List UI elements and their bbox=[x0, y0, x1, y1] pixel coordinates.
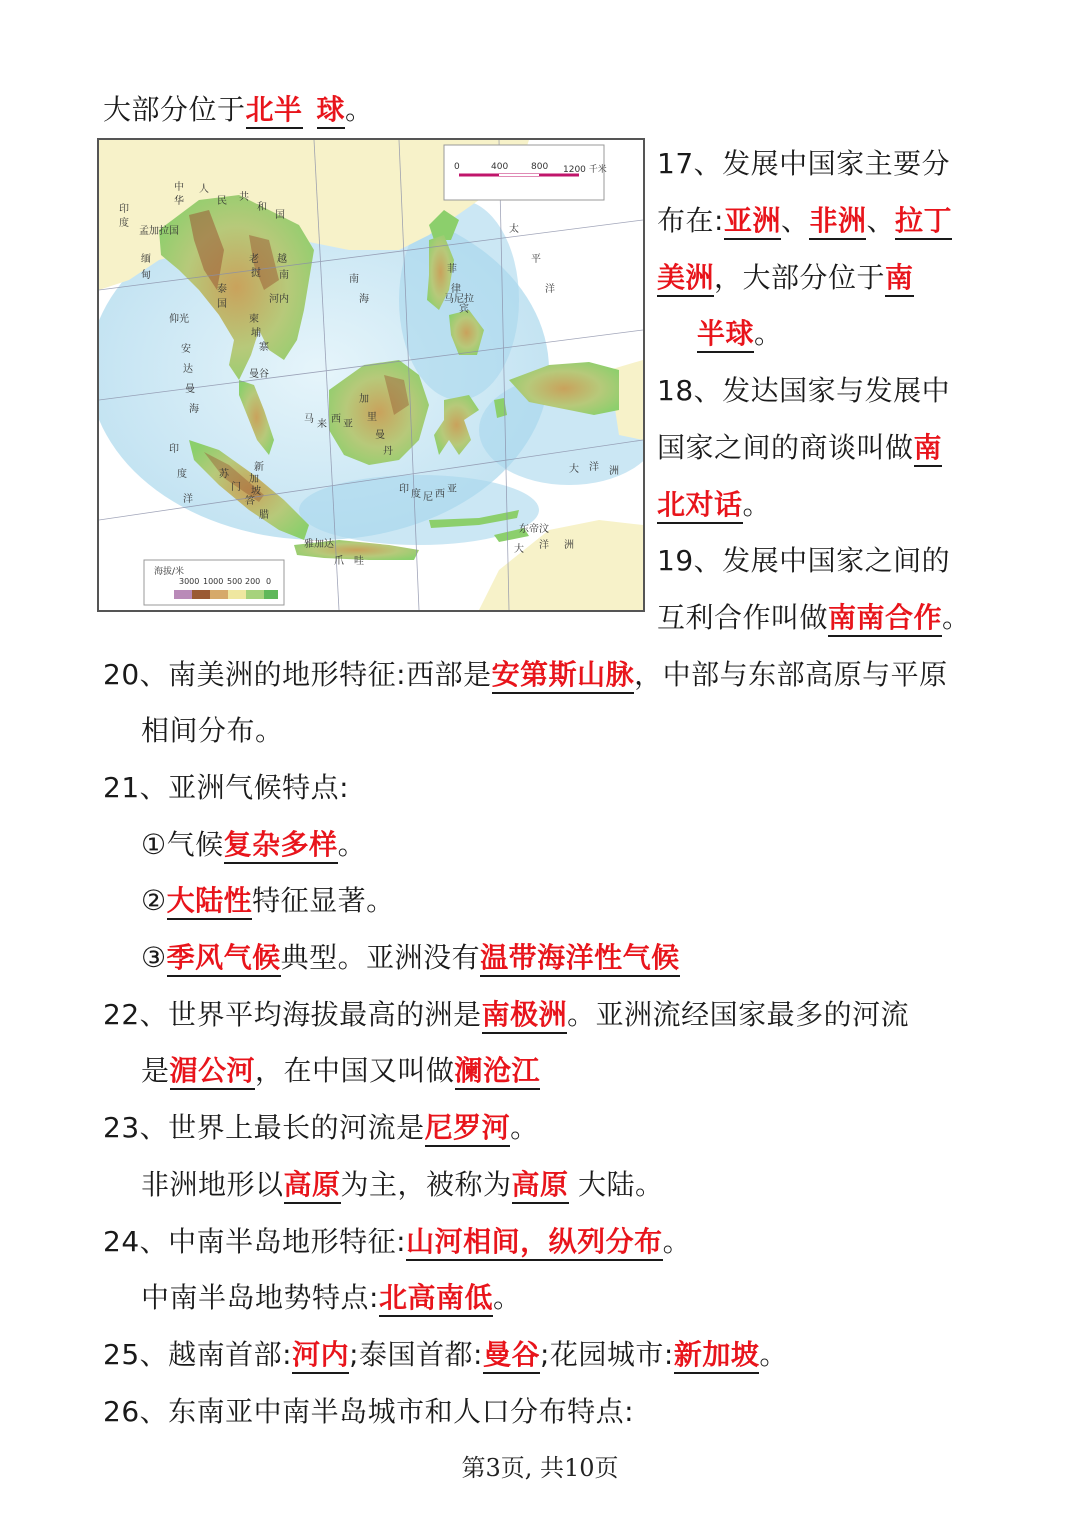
line-text: 互利合作叫做 bbox=[657, 601, 829, 634]
line-text: 。 bbox=[510, 1111, 539, 1144]
item-23-line-1 bbox=[103, 1108, 539, 1148]
line-text: ;泰国首都: bbox=[349, 1338, 483, 1371]
text-line-continuation bbox=[103, 90, 374, 130]
map-place-label: 宾 bbox=[459, 304, 469, 315]
map-place-label: 雅加达 bbox=[304, 539, 334, 550]
line-text: 20、南美洲的地形特征:西部是 bbox=[103, 658, 492, 691]
answer-text: 湄公河 bbox=[170, 1054, 256, 1090]
map-place-label: 平 bbox=[531, 254, 541, 265]
answer-text: 大陆性 bbox=[167, 884, 253, 920]
answer-text: 山河相间，纵列分布 bbox=[406, 1225, 663, 1261]
map-place-label: 坡 bbox=[251, 486, 261, 497]
line-text: ，在中国又叫做 bbox=[255, 1054, 455, 1087]
map-place-label: 老 bbox=[249, 254, 259, 265]
map-place-label: 甸 bbox=[141, 270, 151, 281]
map-place-label: 亚 bbox=[343, 419, 353, 430]
map-place-label: 和 bbox=[257, 202, 267, 213]
legend-tick-0: 0 bbox=[266, 577, 272, 586]
map-place-label: 苏 bbox=[219, 469, 229, 480]
line-text: 非洲地形以 bbox=[141, 1168, 284, 1201]
map-place-label: 曼 bbox=[375, 430, 385, 441]
map-place-label: 西 bbox=[331, 414, 341, 425]
line-text: ，大部分位于 bbox=[714, 261, 886, 294]
answer-text: 北半 bbox=[246, 93, 303, 129]
answer-text: 南 bbox=[885, 261, 914, 297]
map-place-label: 马尼拉 bbox=[444, 294, 474, 305]
map-place-label: 人 bbox=[199, 184, 209, 195]
item-21-point-1 bbox=[141, 825, 366, 865]
item-19-line-1 bbox=[657, 541, 950, 581]
map-place-label: 马 bbox=[304, 414, 314, 425]
map-place-label: 孟加拉国 bbox=[139, 226, 179, 237]
map-place-label: 大 bbox=[569, 464, 579, 475]
legend-title: 海拔/米 bbox=[154, 567, 185, 577]
line-text: 相间分布。 bbox=[141, 714, 284, 747]
map-place-label: 大 bbox=[514, 544, 524, 555]
line-text: ③ bbox=[141, 941, 167, 974]
line-text: 特征显著。 bbox=[252, 884, 395, 917]
legend-tick-1000: 1000 bbox=[203, 577, 224, 586]
line-text: 大陆。 bbox=[568, 1168, 664, 1201]
map-place-label: 缅 bbox=[141, 254, 151, 265]
map-image bbox=[99, 140, 643, 610]
map-place-label: 河内 bbox=[269, 294, 289, 305]
map-place-label: 安 bbox=[181, 344, 191, 355]
item-18-line-2 bbox=[657, 428, 942, 468]
map-place-label: 加 bbox=[359, 394, 369, 405]
answer-text: 河内 bbox=[292, 1338, 349, 1374]
answer-text: 高原 bbox=[284, 1168, 341, 1204]
map-place-label: 度 bbox=[177, 469, 187, 480]
map-place-label: 爪 bbox=[334, 556, 344, 567]
map-place-label: 华 bbox=[174, 196, 184, 207]
line-text: 中南半岛地势特点: bbox=[141, 1281, 379, 1314]
map-place-label: 南 bbox=[349, 274, 359, 285]
line-text: 25、越南首部: bbox=[103, 1338, 293, 1371]
answer-text: 温带海洋性气候 bbox=[480, 941, 680, 977]
map-place-label: 新 bbox=[254, 462, 264, 473]
legend-tick-500: 500 bbox=[227, 577, 243, 586]
map-place-label: 洋 bbox=[183, 494, 193, 505]
line-text: 18、发达国家与发展中 bbox=[657, 374, 951, 407]
item-22-line-1 bbox=[103, 995, 909, 1035]
item-20-line-2 bbox=[141, 711, 284, 751]
map-place-label: 曼谷 bbox=[249, 369, 269, 380]
line-text: 。 bbox=[942, 601, 971, 634]
item-17-line-3 bbox=[657, 258, 914, 298]
scale-tick-400: 400 bbox=[491, 162, 509, 172]
item-18-line-1 bbox=[657, 371, 950, 411]
map-place-label: 民 bbox=[217, 196, 227, 207]
map-place-label: 印 bbox=[119, 204, 129, 215]
item-18-line-3 bbox=[657, 485, 771, 525]
line-text: 17、发展中国家主要分 bbox=[657, 147, 951, 180]
item-19-line-2 bbox=[657, 598, 971, 638]
line-text: 。 bbox=[754, 317, 783, 350]
answer-text: 球 bbox=[317, 93, 346, 129]
item-26-line-1 bbox=[103, 1392, 634, 1432]
map-place-label: 太 bbox=[509, 224, 519, 235]
answer-text: 美洲 bbox=[657, 261, 714, 297]
map-place-label: 洋 bbox=[545, 284, 555, 295]
map-place-label: 尼 bbox=[423, 492, 433, 503]
map-place-label: 印 bbox=[399, 484, 409, 495]
legend-tick-200: 200 bbox=[245, 577, 261, 586]
answer-text: 拉丁 bbox=[895, 204, 952, 240]
map-place-label: 共 bbox=[239, 192, 249, 203]
answer-text: 北对话 bbox=[657, 488, 743, 524]
map-place-label: 洋 bbox=[539, 540, 549, 551]
map-place-label: 律 bbox=[451, 284, 461, 295]
map-place-label: 柬 bbox=[249, 314, 259, 325]
line-text: 。 bbox=[492, 1281, 522, 1314]
line-text: 是 bbox=[141, 1054, 170, 1087]
line-text: 布在: bbox=[657, 204, 724, 237]
map-place-label: 寨 bbox=[259, 342, 269, 353]
answer-text: 安第斯山脉 bbox=[492, 658, 635, 694]
item-17-line-4 bbox=[697, 314, 783, 354]
line-text: 26、东南亚中南半岛城市和人口分布特点: bbox=[103, 1395, 635, 1428]
line-text: 23、世界上最长的河流是 bbox=[103, 1111, 425, 1144]
answer-text: 半球 bbox=[697, 317, 754, 353]
map-place-label: 达 bbox=[183, 364, 193, 375]
map-place-label: 东帝汶 bbox=[519, 524, 549, 535]
line-text: 国家之间的商谈叫做 bbox=[657, 431, 914, 464]
item-24-line-1 bbox=[103, 1222, 691, 1262]
map-place-label: 亚 bbox=[447, 484, 457, 495]
map-place-label: 越 bbox=[277, 254, 287, 265]
line-text: ② bbox=[141, 884, 167, 917]
answer-text: 季风气候 bbox=[167, 941, 281, 977]
scale-tick-0: 0 bbox=[454, 162, 460, 172]
line-text: 大部分位于 bbox=[103, 93, 246, 126]
map-place-label: 洲 bbox=[564, 540, 574, 551]
answer-text: 南极洲 bbox=[482, 998, 568, 1034]
map-place-label: 南 bbox=[279, 270, 289, 281]
answer-text: 北高南低 bbox=[379, 1281, 493, 1317]
map-place-label: 国 bbox=[217, 299, 227, 310]
line-text: 19、发展中国家之间的 bbox=[657, 544, 951, 577]
item-21-line-1 bbox=[103, 768, 349, 808]
map-place-label: 来 bbox=[317, 419, 327, 430]
line-text: 。 bbox=[742, 488, 772, 521]
answer-text: 曼谷 bbox=[483, 1338, 540, 1374]
item-17-line-2 bbox=[657, 201, 952, 241]
map-place-label: 腊 bbox=[259, 510, 269, 521]
item-21-point-2 bbox=[141, 881, 395, 921]
map-place-label: 加 bbox=[249, 474, 259, 485]
map-place-label: 海 bbox=[189, 404, 199, 415]
map-place-label: 门 bbox=[231, 482, 241, 493]
item-23-line-2 bbox=[141, 1165, 663, 1205]
map-place-label: 挝 bbox=[251, 268, 261, 279]
line-text: 。 bbox=[345, 93, 374, 126]
map-place-label: 印 bbox=[169, 444, 179, 455]
map-place-label: 曼 bbox=[185, 384, 195, 395]
legend-tick-3000: 3000 bbox=[179, 577, 200, 586]
map-place-label: 度 bbox=[119, 218, 129, 229]
map-place-label: 西 bbox=[435, 489, 445, 500]
page-footer: 第3页, 共10页 bbox=[461, 1454, 619, 1482]
answer-text: 亚洲 bbox=[724, 204, 781, 240]
map-place-label: 答 bbox=[245, 496, 255, 507]
map-place-label: 海 bbox=[359, 294, 369, 305]
southeast-asia-map bbox=[97, 138, 645, 612]
line-text: ;花园城市: bbox=[539, 1338, 674, 1371]
map-place-label: 菲 bbox=[447, 264, 457, 275]
line-text: 、 bbox=[780, 204, 810, 237]
answer-text: 南 bbox=[914, 431, 943, 467]
line-text: ，中部与东部高原与平原 bbox=[634, 658, 948, 691]
map-place-label: 国 bbox=[275, 210, 285, 221]
scale-tick-1200: 1200 千米 bbox=[563, 165, 607, 175]
answer-text: 高原 bbox=[512, 1168, 569, 1204]
line-text: 。 bbox=[759, 1338, 788, 1371]
scale-tick-800: 800 bbox=[531, 162, 549, 172]
item-22-line-2 bbox=[141, 1051, 540, 1091]
line-text: 典型。亚洲没有 bbox=[280, 941, 481, 974]
item-25-line-1 bbox=[103, 1335, 788, 1375]
line-text: 。 bbox=[337, 828, 367, 861]
map-place-label: 洲 bbox=[609, 466, 619, 477]
line-text: 21、亚洲气候特点: bbox=[103, 771, 350, 804]
map-place-label: 度 bbox=[411, 489, 421, 500]
line-text: 。 bbox=[662, 1225, 692, 1258]
line-text: 24、中南半岛地形特征: bbox=[103, 1225, 407, 1258]
answer-text: 澜沧江 bbox=[455, 1054, 541, 1090]
map-place-label: 泰 bbox=[217, 284, 227, 295]
answer-text: 尼罗河 bbox=[425, 1111, 511, 1147]
map-place-label: 丹 bbox=[383, 446, 393, 457]
answer-text: 非洲 bbox=[809, 204, 866, 240]
map-place-label: 洋 bbox=[589, 462, 599, 473]
line-text: 、 bbox=[866, 204, 895, 237]
map-place-label: 中 bbox=[174, 182, 184, 193]
answer-text: 新加坡 bbox=[674, 1338, 760, 1374]
answer-text: 复杂多样 bbox=[224, 828, 338, 864]
line-text: 。亚洲流经国家最多的河流 bbox=[567, 998, 910, 1031]
line-text: ①气候 bbox=[141, 828, 224, 861]
answer-text: 南南合作 bbox=[828, 601, 942, 637]
map-place-label: 埔 bbox=[251, 328, 261, 339]
item-20-line-1 bbox=[103, 655, 948, 695]
map-place-label: 里 bbox=[367, 412, 377, 423]
item-24-line-2 bbox=[141, 1278, 521, 1318]
map-place-label: 哇 bbox=[354, 556, 364, 567]
item-21-point-3 bbox=[141, 938, 680, 978]
map-place-label: 仰光 bbox=[169, 314, 189, 325]
line-text: 22、世界平均海拔最高的洲是 bbox=[103, 998, 482, 1031]
item-17-line-1 bbox=[657, 144, 950, 184]
line-text: 为主，被称为 bbox=[340, 1168, 512, 1201]
